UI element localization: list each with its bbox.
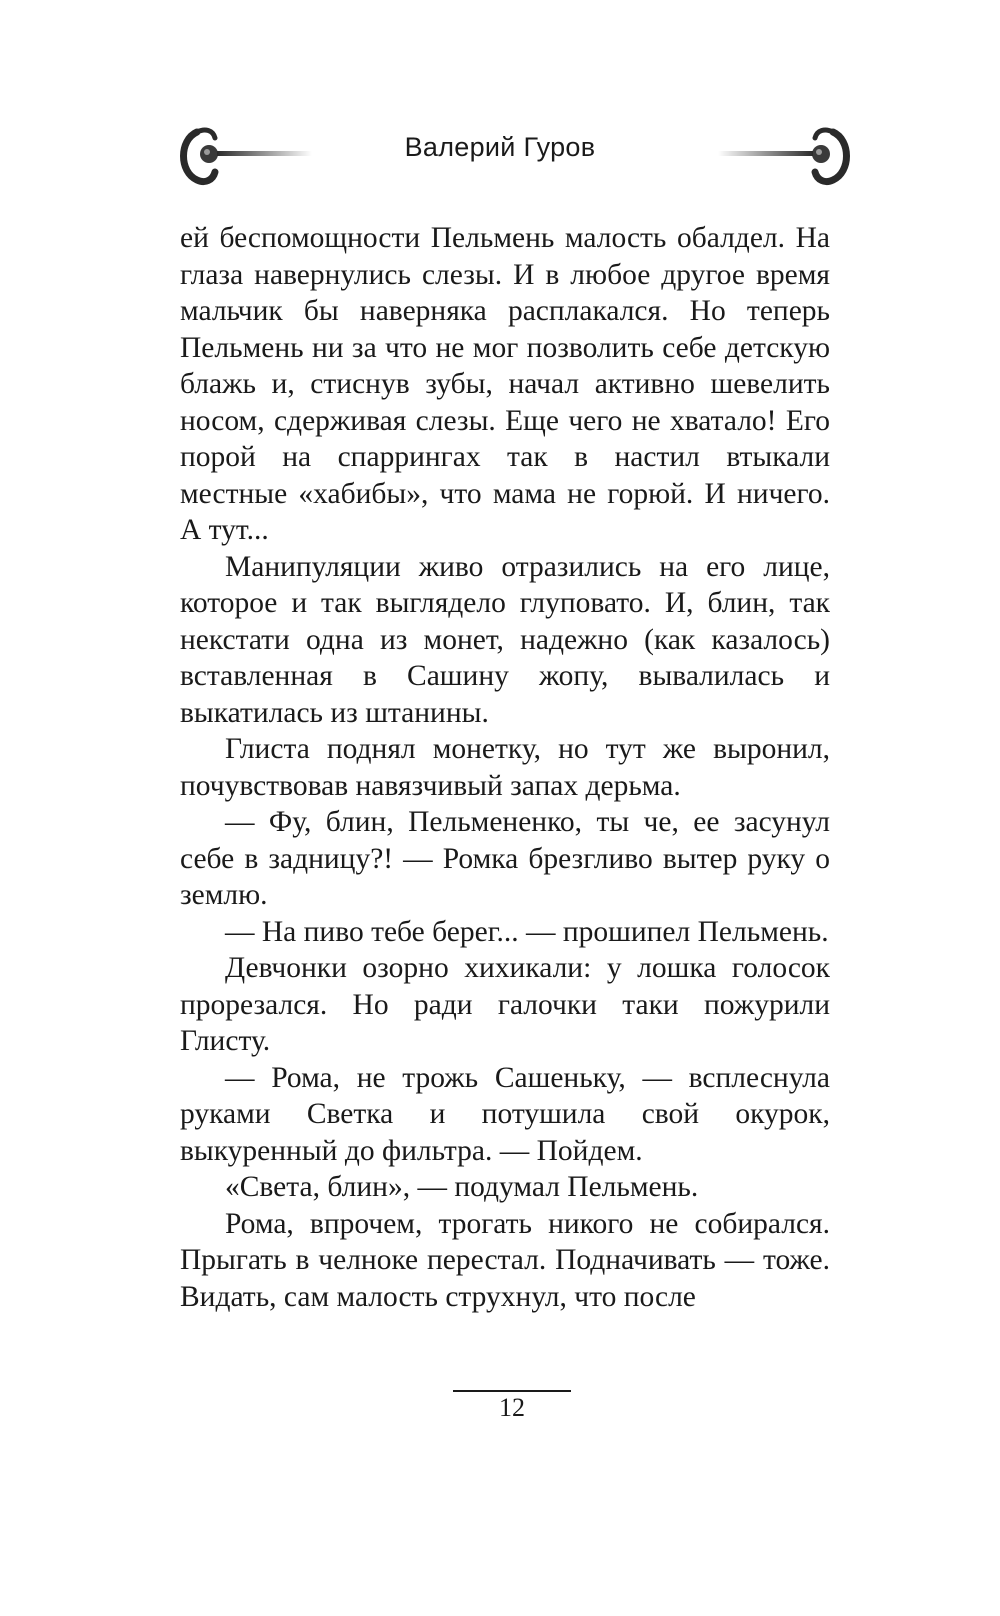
paragraph: Манипуляции живо отразились на его лице, которое и так выглядело глуповато. И, блин, так некстати одна из монет, надежно (как казалось) вставленная в Сашину жопу, вывалилась и выкатилась из штанины. <box>180 550 830 729</box>
paragraph: Глиста поднял монетку, но тут же выронил, почувствовав навязчивый запах дерьма. <box>180 733 830 802</box>
paragraph: «Света, блин», — подумал Пельмень. <box>225 1171 699 1203</box>
body-text <box>180 220 830 1315</box>
paragraph: — Рома, не трожь Сашеньку, — всплеснула руками Светка и потушила свой окурок, выкуренный до фильтра. — Пойдем. <box>180 1061 830 1167</box>
paragraph: — На пиво тебе берег... — прошипел Пельмень. <box>225 915 829 948</box>
running-head-author: Валерий Гуров <box>404 132 596 162</box>
paragraph: Девчонки озорно хихикали: у лошка голосок прорезался. Но ради галочки таки пожурили Глисту. <box>180 952 830 1057</box>
paragraph: — Фу, блин, Пельмененко, ты че, ее засунул себе в задницу?! — Ромка брезгливо вытер руку о землю. <box>180 806 830 911</box>
page-header <box>0 110 1000 200</box>
folio-rule <box>453 1390 571 1392</box>
page-number: 12 <box>499 1393 525 1422</box>
paragraph: ей беспомощности Пельмень малость обалдел. На глаза навернулись слезы. И в любое другое время мальчик бы наверняка расплакался. Но теперь Пельмень ни за что не мог позволить себе детскую блажь и, стиснув зубы, начал активно шевелить носом, сдерживая слезы. Еще чего не хватало! Его порой на спаррингах так в настил втыкали местные «хабибы», что мама не горюй. И ничего. А тут... <box>180 222 830 546</box>
paragraph: Рома, впрочем, трогать никого не собирался. Прыгать в челноке перестал. Подначивать — тоже. Видать, сам малость струхнул, что после <box>180 1207 830 1313</box>
